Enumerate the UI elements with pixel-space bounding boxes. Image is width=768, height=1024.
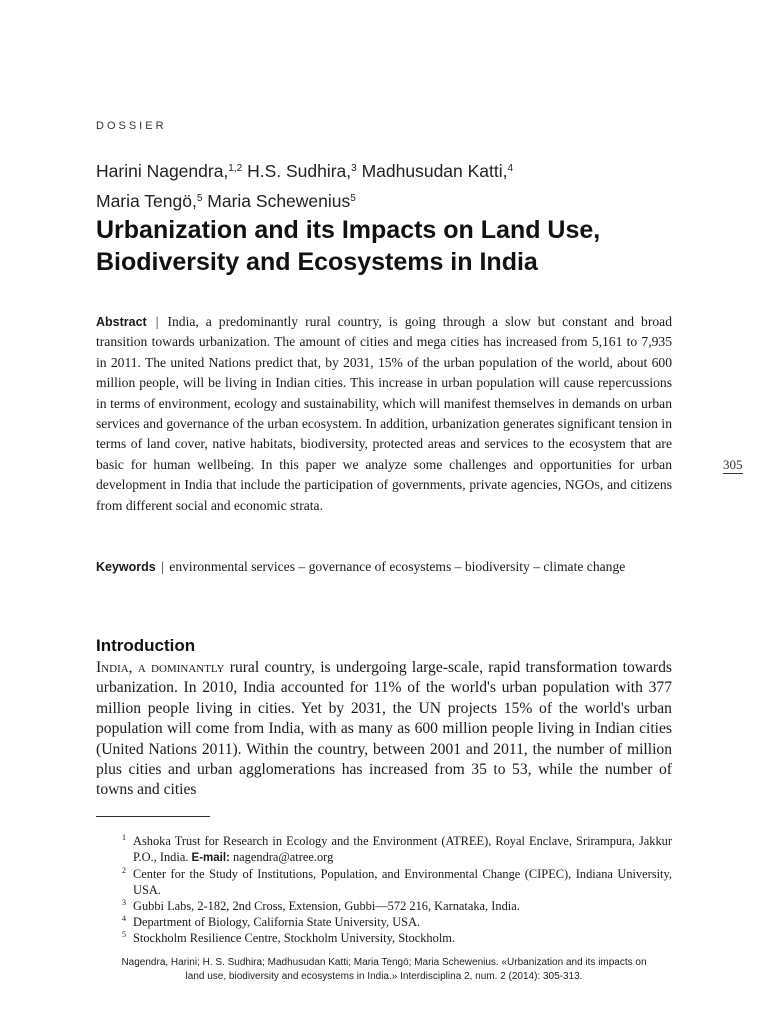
abbreviation-cipec: CIPEC [528,867,565,881]
keywords-label: Keywords [96,560,156,574]
footnote-text-continued: ), Royal Enclave, Srirampura, Jakkur P.O., India. [133,834,672,864]
intro-lead-in: India, a dominantly [96,659,225,676]
footnote-divider [96,816,210,817]
abstract-text: India, a predominantly rural country, is going through a slow but constant and broad transition towards urbanization. The amount of cities and mega cities has increased from 5,161 to 7,935 in 2011. The united Nations predict that, by 2031, 15% of the urban population of the world, about 600 million people, will be living in Indian cities. This increase in urban population will cause repercussions in terms of environment, ecology and sustainability, which will manifest themselves in demands on urban services and governance of the urban ecosystem. In addition, urbanization generates significant tension in terms of land cover, native habitats, biodiversity, protected areas and services to the ecosystem that are basic for human wellbeing. In this paper we analyze some challenges and opportunities for urban development in India that include the participation of governments, private agencies, [96,314,672,493]
footnote-text: Department of Biology, California State University, USA. [133,915,421,929]
footnote-3 [124,898,672,914]
keywords [96,557,672,577]
abstract-text-end: , and citizens from different social and economic strata. [96,477,672,513]
abstract-separator: | [155,314,159,329]
footnote-5 [124,930,672,946]
author-name: H.S. Sudhira, [242,161,352,181]
footnote-text: Stockholm Resilience Centre, Stockholm University, Stockholm. [133,931,456,945]
intro-text-continued: projects 15% of the world's urban population will come from India, with as many as 600 million people living in Indian cities (United Nations 2011). Within the country, between 2001 and 2011, the number of million plus cities and urban agglomerations has increased from 35 to 53, while the number of towns and cities [96,699,672,799]
article-title [96,214,672,278]
affiliation-marker: 1,2 [228,163,243,174]
intro-text: rural country, is undergoing large-scale, rapid transformation towards urbanization. In 2010, India accounted for 11% of the world's urban population with 377 million people living in cities. Yet by 2031, the [96,659,672,717]
citation-line-1: Nagendra, Harini; H. S. Sudhira; Madhusudan Katti; Maria Tengö; Maria Schewenius. «Urbanization and its impacts on [121,957,647,968]
author-name: Maria Schewenius [202,191,351,211]
email-label: E-mail: [191,852,230,864]
introduction-paragraph [96,658,672,801]
title-line-2: Biodiversity and Ecosystems in India [96,248,538,276]
footnote-number: 4 [122,914,126,923]
footnotes [124,833,672,946]
abstract [96,312,672,516]
author-line-1 [96,156,672,186]
author-name: Madhusudan Katti, [356,161,508,181]
footnote-2 [124,866,672,898]
footnote-text-continued: ), Indiana University, USA. [133,867,672,897]
abbreviation-un: UN [418,699,441,717]
author-list [96,156,672,216]
footnote-number: 3 [122,898,126,907]
footnote-text: Center for the Study of Institutions, Population, and Environmental Change ( [133,867,529,881]
abstract-label: Abstract [96,315,147,329]
author-name: Harini Nagendra, [96,161,229,181]
footnote-4 [124,914,672,930]
page-number: 305 [723,457,743,472]
title-line-1: Urbanization and its Impacts on Land Use, [96,216,601,244]
affiliation-marker: 3 [351,163,357,174]
author-line-2 [96,186,672,216]
citation [84,956,684,984]
footnote-text: Gubbi Labs, 2-182, 2nd Cross, Extension, Gubbi—572 216, Karnataka, India. [133,899,520,913]
abbreviation-atree: ATREE [445,834,485,848]
affiliation-marker: 5 [350,193,356,204]
keywords-text: environmental services – governance of ecosystems – biodiversity – climate change [169,559,626,574]
abbreviation-ngos: NGOs [564,477,600,493]
affiliation-marker: 4 [507,163,514,174]
introduction-heading: Introduction [96,636,196,655]
footnote-1 [124,833,672,866]
citation-line-2: land use, biodiversity and ecosystems in India.» Interdisciplina 2, num. 2 (2014): 305-313. [185,971,583,982]
keywords-separator: | [161,559,164,574]
email-link[interactable]: nagendra@atree.org [232,850,334,864]
affiliation-marker: 5 [196,193,203,204]
footnote-text: Ashoka Trust for Research in Ecology and the Environment ( [133,834,446,848]
footnote-number: 2 [122,866,126,875]
footnote-number: 5 [122,930,126,939]
author-name: Maria Tengö, [96,191,197,211]
footnote-number: 1 [122,833,126,842]
section-label: DOSSIER [96,120,167,132]
